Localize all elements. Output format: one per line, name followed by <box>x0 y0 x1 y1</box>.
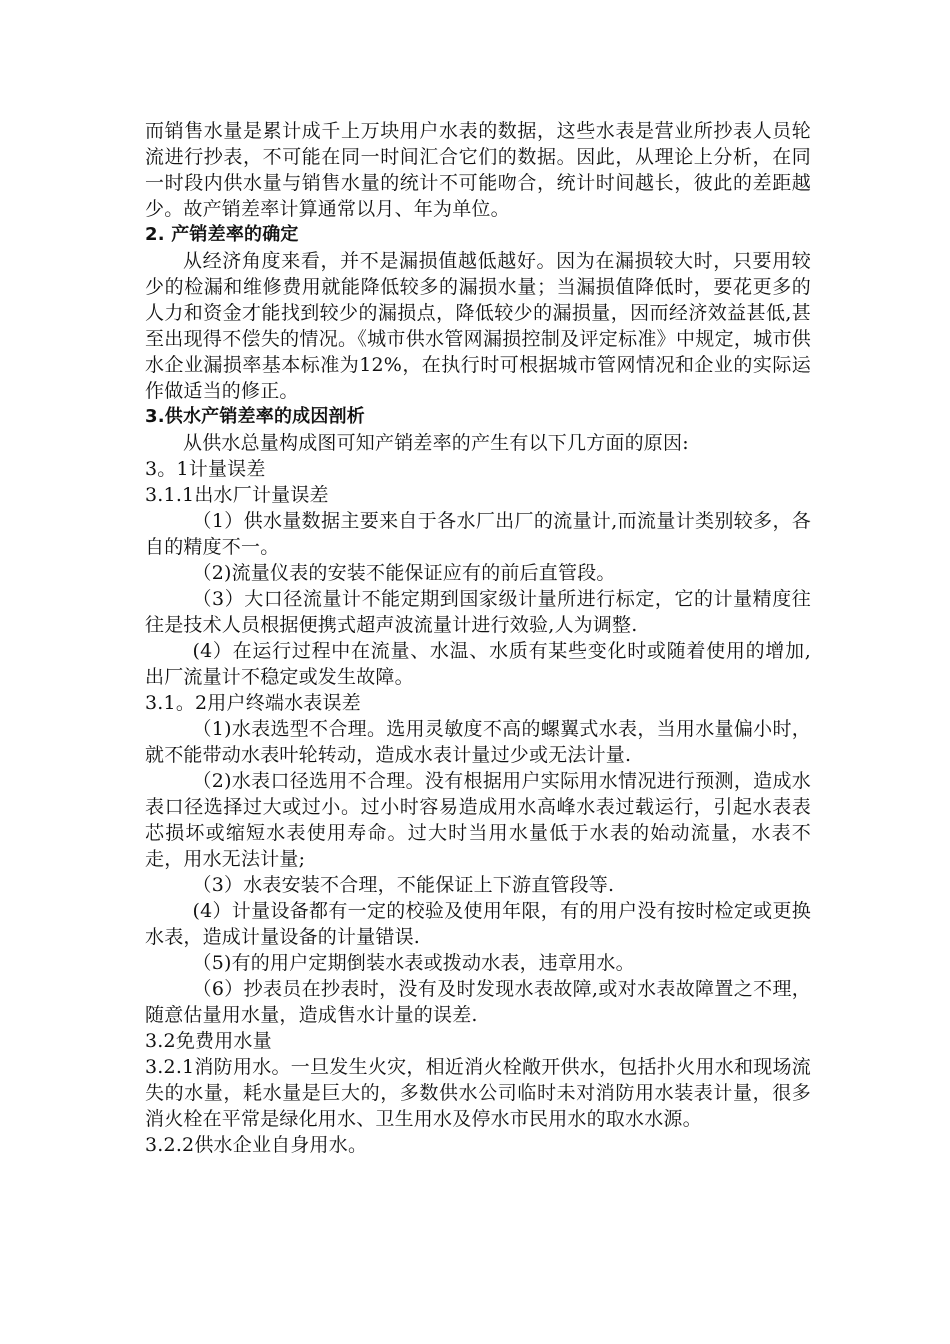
list-item-plant-4: (4）在运行过程中在流量、水温、水质有某些变化时或随着使用的增加,出厂流量计不稳定或发生故障。 <box>145 640 811 688</box>
subheading-user-meter-error: 3.1。2用户终端水表误差 <box>145 692 361 714</box>
paragraph-fire-water: 3.2.1消防用水。一旦发生火灾，相近消火栓敞开供水，包括扑火用水和现场流失的水量，耗水量是巨大的，多数供水公司临时未对消防用水装表计量，很多消火栓在平常是绿化用水、卫生用水及停水市民用水的取水水源。 <box>145 1056 811 1130</box>
list-item-meter-6: （6）抄表员在抄表时，没有及时发现水表故障,或对水表故障置之不理，随意估量用水量，造成售水计量的误差. <box>145 978 811 1026</box>
list-item-plant-2: （2)流量仪表的安装不能保证应有的前后直管段。 <box>192 562 616 584</box>
subheading-free-water: 3.2免费用水量 <box>145 1030 272 1052</box>
paragraph-economic-view: 从经济角度来看，并不是漏损值越低越好。因为在漏损较大时，只要用较少的检漏和维修费用就能降低较多的漏损水量；当漏损值降低时，要花更多的人力和资金才能找到较少的漏损点，降低较少的漏损量，因而经济效益甚低,甚至出现得不偿失的情况。《城市供水管网漏损控制及评定标准》中规定，城市供水企业漏损率基本标准为12%，在执行时可根据城市管网情况和企业的实际运作做适当的修正。 <box>145 250 811 402</box>
list-item-meter-3: （3）水表安装不合理，不能保证上下游直管段等. <box>192 874 615 896</box>
list-item-plant-1: （1）供水量数据主要来自于各水厂出厂的流量计,而流量计类别较多，各自的精度不一。 <box>145 510 811 558</box>
list-item-meter-4: (4）计量设备都有一定的校验及使用年限，有的用户没有按时检定或更换水表，造成计量设备的计量错误. <box>145 900 811 948</box>
list-item-plant-3: （3）大口径流量计不能定期到国家级计量所进行标定，它的计量精度往往是技术人员根据便携式超声波流量计进行效验,人为调整. <box>145 588 811 636</box>
list-item-meter-1: （1)水表选型不合理。选用灵敏度不高的螺翼式水表，当用水量偏小时，就不能带动水表叶轮转动，造成水表计量过少或无法计量. <box>145 718 811 766</box>
heading-loss-rate-determination: 2. 产销差率的确定 <box>145 224 299 245</box>
paragraph-causes-intro: 从供水总量构成图可知产销差率的产生有以下几方面的原因: <box>183 432 689 454</box>
subheading-self-use-water: 3.2.2供水企业自身用水。 <box>145 1134 368 1156</box>
subheading-plant-metering-error: 3.1.1出水厂计量误差 <box>145 484 329 506</box>
list-item-meter-2: （2)水表口径选用不合理。没有根据用户实际用水情况进行预测，造成水表口径选择过大或过小。过小时容易造成用水高峰水表过载运行，引起水表表芯损坏或缩短水表使用寿命。过大时当用水量低于水表的始动流量，水表不走，用水无法计量; <box>145 770 811 870</box>
subheading-metering-error: 3。1计量误差 <box>145 458 266 480</box>
document-page <box>145 118 811 1158</box>
paragraph-sales-volume: 而销售水量是累计成千上万块用户水表的数据，这些水表是营业所抄表人员轮流进行抄表，不可能在同一时间汇合它们的数据。因此，从理论上分析，在同一时段内供水量与销售水量的统计不可能吻合，统计时间越长，彼此的差距越少。故产销差率计算通常以月、年为单位。 <box>145 120 811 220</box>
heading-causes-analysis: 3.供水产销差率的成因剖析 <box>145 406 365 427</box>
list-item-meter-5: （5)有的用户定期倒装水表或拨动水表，违章用水。 <box>192 952 635 974</box>
